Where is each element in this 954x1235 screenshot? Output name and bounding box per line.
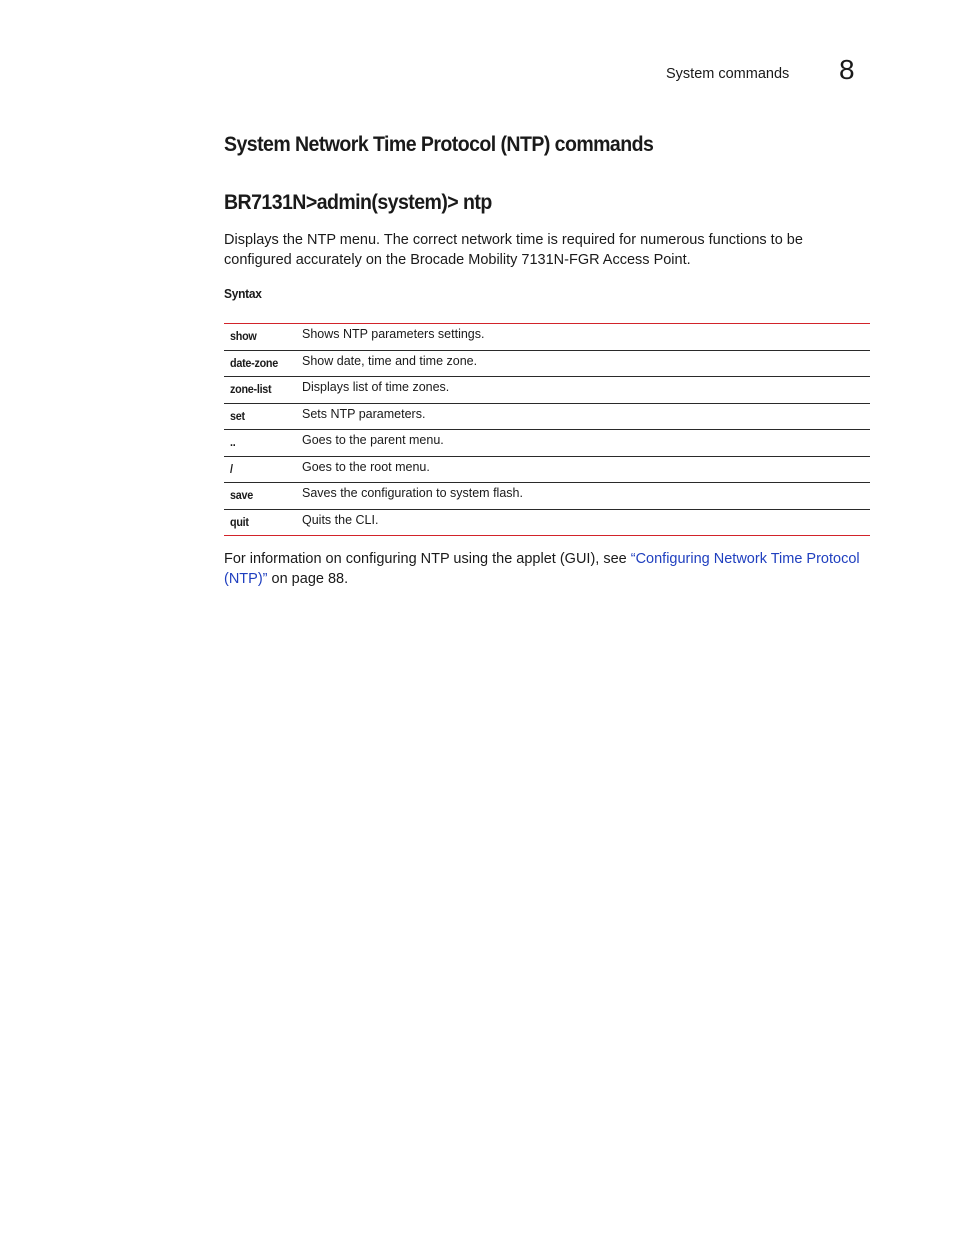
command-cell: date-zone (224, 350, 302, 377)
description-cell: Shows NTP parameters settings. (302, 327, 485, 341)
running-header-title: System commands (666, 66, 790, 82)
section-title: System Network Time Protocol (NTP) commands (224, 133, 654, 156)
command-cell: save (224, 483, 302, 510)
cross-reference-link[interactable]: “Configuring Network Time Protocol (NTP)” (224, 551, 860, 587)
table-row (224, 430, 870, 457)
table-row (224, 324, 870, 351)
table-row (224, 456, 870, 483)
command-cell: show (230, 329, 257, 343)
command-cell: quit (224, 509, 302, 536)
table-row (224, 483, 870, 510)
command-cell: .. (224, 430, 302, 457)
description-cell: Quits the CLI. (302, 509, 870, 536)
chapter-number: 8 (839, 54, 855, 85)
command-cell: zone-list (224, 377, 302, 404)
description-cell: Show date, time and time zone. (302, 350, 870, 377)
table-row (224, 509, 870, 536)
table-row (224, 403, 870, 430)
syntax-table (224, 323, 870, 536)
footer-paragraph (224, 550, 874, 589)
intro-paragraph: Displays the NTP menu. The correct network time is required for numerous functions to be configured accurately on the Brocade Mobility 7131N-FGR Access Point. (224, 232, 803, 268)
description-cell: Goes to the root menu. (302, 456, 870, 483)
footer-text-after: on page 88. (267, 570, 349, 587)
table-row (224, 350, 870, 377)
footer-text-before: For information on configuring NTP using the applet (GUI), see (224, 551, 631, 567)
description-cell: Sets NTP parameters. (302, 403, 870, 430)
command-cell: / (224, 456, 302, 483)
command-heading: BR7131N>admin(system)> ntp (224, 191, 492, 214)
table-row (224, 377, 870, 404)
syntax-label: Syntax (224, 286, 262, 301)
description-cell: Goes to the parent menu. (302, 430, 870, 457)
description-cell: Displays list of time zones. (302, 377, 870, 404)
description-cell: Saves the configuration to system flash. (302, 483, 870, 510)
command-cell: set (224, 403, 302, 430)
